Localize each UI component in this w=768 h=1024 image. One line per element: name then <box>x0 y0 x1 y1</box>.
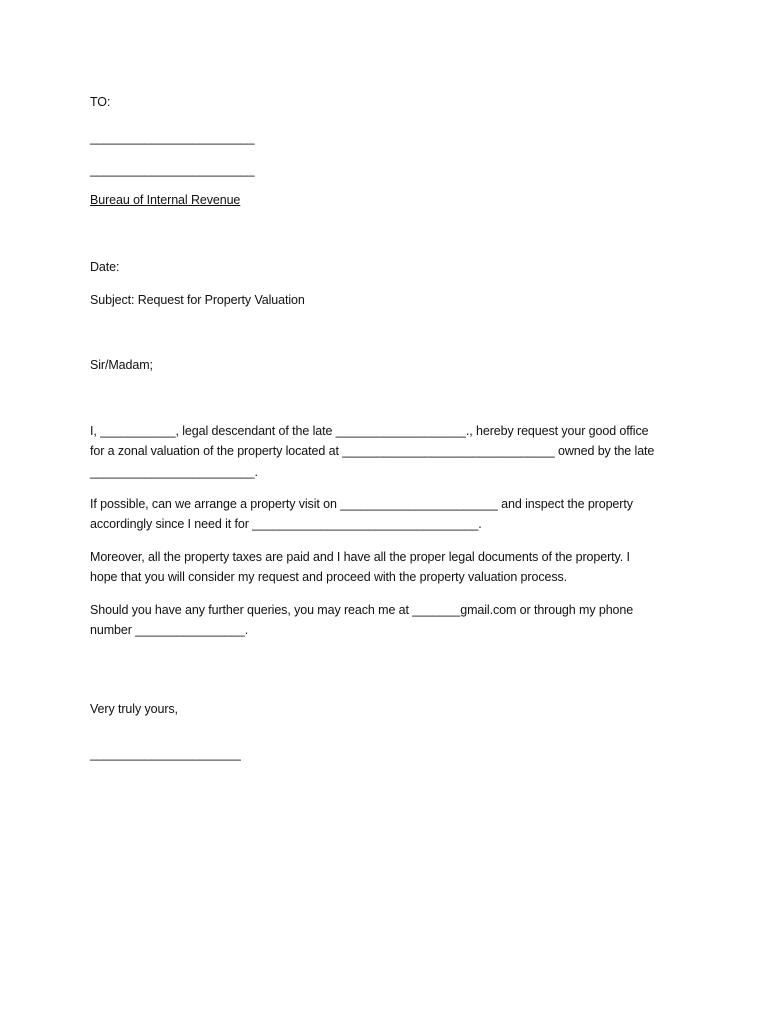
to-blank-line: ________________________ <box>90 163 255 177</box>
body-paragraph-3-line: Moreover, all the property taxes are paid and I have all the proper legal documents of the property. I <box>90 550 630 564</box>
body-paragraph-2-line: accordingly since I need it for _________________________________. <box>90 517 482 531</box>
body-paragraph-4-line: number ________________. <box>90 623 249 637</box>
date-label: Date: <box>90 260 120 274</box>
body-paragraph-1-line: ________________________. <box>90 465 258 479</box>
recipient-name: Bureau of Internal Revenue <box>90 193 241 207</box>
signature-blank-line: ______________________ <box>90 747 241 761</box>
to-label: TO: <box>90 95 111 109</box>
body-paragraph-1-line: I, ___________, legal descendant of the late ___________________., hereby request your good office <box>90 424 649 438</box>
body-paragraph-2-line: If possible, can we arrange a property visit on _______________________ and inspect the property <box>90 497 633 511</box>
subject-line: Subject: Request for Property Valuation <box>90 293 305 307</box>
body-paragraph-3-line: hope that you will consider my request and proceed with the property valuation process. <box>90 570 567 584</box>
salutation: Sir/Madam; <box>90 358 153 372</box>
to-blank-line: ________________________ <box>90 131 255 145</box>
body-paragraph-4-line: Should you have any further queries, you may reach me at _______gmail.com or through my phone <box>90 603 634 617</box>
body-paragraph-1-line: for a zonal valuation of the property located at _______________________________ owned by the late <box>90 444 655 458</box>
closing-line: Very truly yours, <box>90 702 178 716</box>
